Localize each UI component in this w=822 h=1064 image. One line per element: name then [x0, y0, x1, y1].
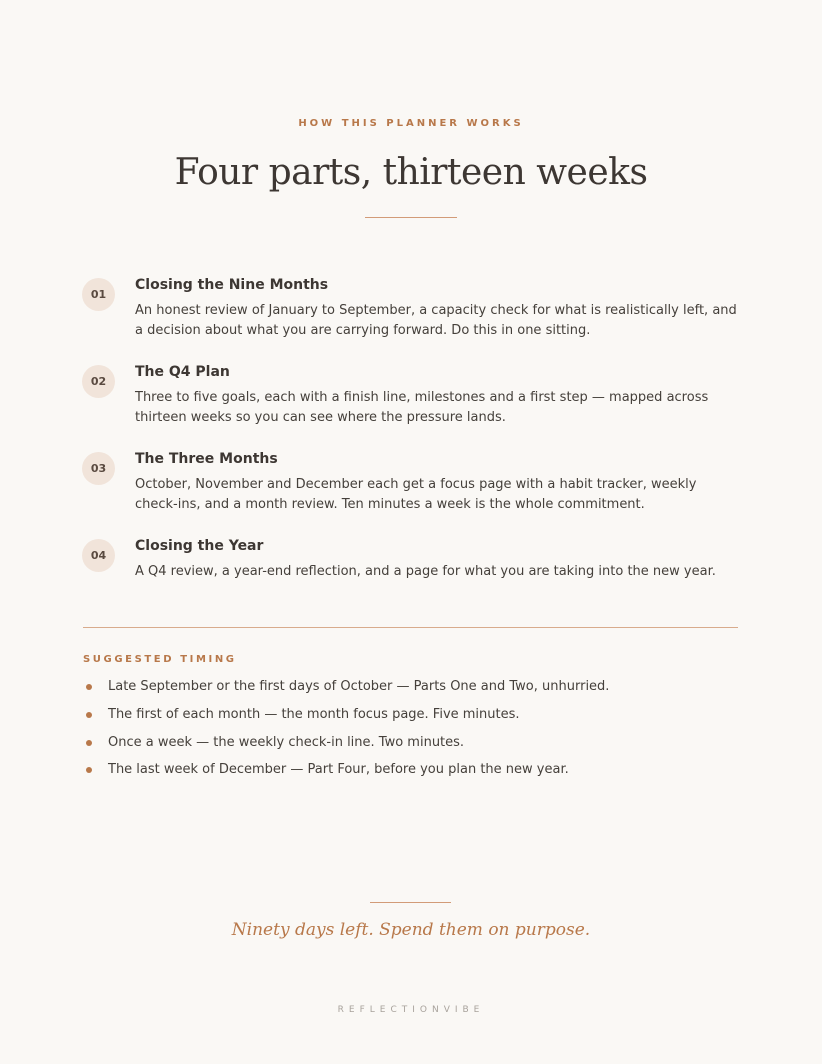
part-item	[82, 363, 742, 450]
part-item	[82, 276, 742, 363]
timing-text: Late September or the first days of October — Parts One and Two, unhurried.	[108, 679, 610, 694]
part-number-badge: 01	[82, 278, 115, 311]
part-number-badge: 04	[82, 539, 115, 572]
tagline: Ninety days left. Spend them on purpose.	[231, 920, 591, 940]
title-divider	[365, 217, 457, 218]
part-description: A Q4 review, a year-end reflection, and a page for what you are taking into the new year.	[135, 564, 716, 579]
part-description: October, November and December each get a focus page with a habit tracker, weekly check-ins, and a month review. Ten minutes a week is the whole commitment.	[135, 477, 697, 512]
eyebrow-label: HOW THIS PLANNER WORKS	[298, 118, 524, 129]
part-number-badge: 02	[82, 365, 115, 398]
section-divider	[83, 627, 738, 628]
timing-text: The last week of December — Part Four, before you plan the new year.	[108, 762, 569, 778]
part-number-badge: 03	[82, 452, 115, 485]
timing-item	[83, 733, 743, 761]
page-title: Four parts, thirteen weeks	[174, 152, 648, 193]
part-title: The Q4 Plan	[135, 364, 230, 380]
part-description: An honest review of January to September, a capacity check for what is realistically left, and a decision about what you are carrying forward. Do this in one sitting.	[135, 303, 737, 338]
part-description: Three to five goals, each with a finish line, milestones and a first step — mapped across thirteen weeks so you can see where the pressure lands.	[135, 390, 709, 425]
footer-divider	[370, 902, 451, 903]
timing-item	[83, 760, 743, 788]
part-item	[82, 450, 742, 537]
bullet-icon	[86, 740, 92, 746]
timing-item	[83, 677, 743, 705]
bullet-icon	[86, 684, 92, 690]
parts-list	[82, 276, 742, 624]
timing-item	[83, 705, 743, 733]
brand-wordmark: REFLECTIONVIBE	[337, 1005, 485, 1015]
timing-text: Once a week — the weekly check-in line. Two minutes.	[108, 734, 465, 750]
timing-list	[83, 677, 743, 788]
part-title: Closing the Nine Months	[135, 277, 329, 293]
bullet-icon	[86, 712, 92, 718]
timing-text: The first of each month — the month focus page. Five minutes.	[108, 706, 520, 722]
part-title: Closing the Year	[135, 538, 264, 554]
part-title: The Three Months	[135, 451, 278, 467]
part-item	[82, 537, 742, 624]
timing-label: SUGGESTED TIMING	[83, 654, 237, 665]
bullet-icon	[86, 767, 92, 773]
